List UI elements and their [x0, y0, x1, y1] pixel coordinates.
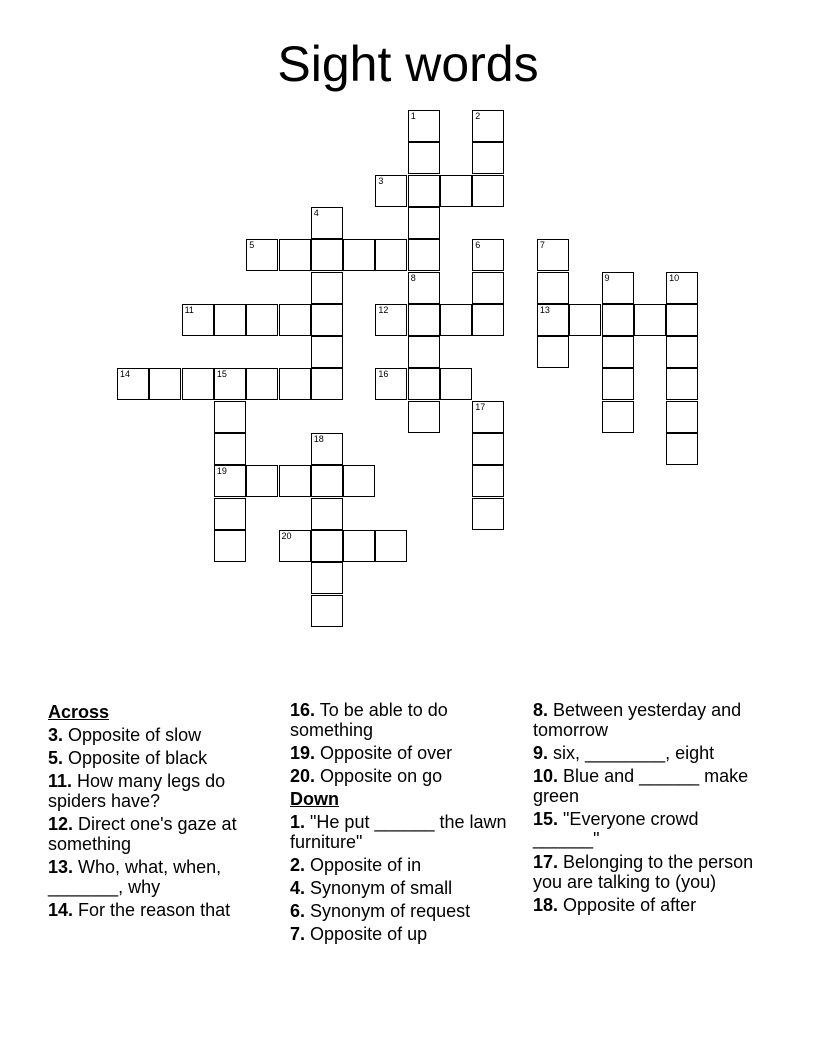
crossword-cell[interactable] — [149, 368, 181, 400]
crossword-cell[interactable] — [214, 433, 246, 465]
clue-num: 13. — [48, 857, 74, 877]
clue — [533, 852, 768, 892]
clue-number: 8 — [410, 272, 416, 283]
clue-text: Belonging to the person you are talking to (you) — [533, 852, 754, 892]
clue-number: 11 — [184, 304, 194, 315]
crossword-cell[interactable] — [117, 368, 149, 400]
clue-number: 7 — [539, 240, 545, 251]
clue-text: Between yesterday and tomorrow — [533, 700, 742, 740]
clue — [48, 771, 278, 811]
crossword-cell[interactable] — [343, 239, 375, 271]
clue-num: 17. — [533, 852, 559, 872]
clue-num: 5. — [48, 748, 64, 768]
crossword-cell[interactable] — [279, 530, 311, 562]
clue-num: 1. — [290, 812, 306, 832]
crossword-cell[interactable] — [569, 304, 601, 336]
crossword-cell[interactable] — [246, 304, 278, 336]
crossword-cell[interactable] — [375, 175, 407, 207]
clue-column-2 — [290, 700, 520, 947]
crossword-cell[interactable] — [311, 272, 343, 304]
clue-num: 3. — [48, 725, 64, 745]
clue — [290, 743, 520, 763]
crossword-cell[interactable] — [311, 304, 343, 336]
crossword-cell[interactable] — [214, 401, 246, 433]
clue-number: 6 — [475, 240, 481, 251]
crossword-cell[interactable] — [408, 272, 440, 304]
clue-number: 9 — [604, 272, 610, 283]
clue — [290, 812, 520, 852]
crossword-cell[interactable] — [472, 433, 504, 465]
crossword-cell[interactable] — [472, 272, 504, 304]
clue-number: 12 — [378, 304, 389, 315]
clue-text: Who, what, when, _______, why — [48, 857, 222, 897]
crossword-cell[interactable] — [343, 530, 375, 562]
clue-num: 4. — [290, 878, 306, 898]
crossword-cell[interactable] — [214, 304, 246, 336]
crossword-cell[interactable] — [246, 368, 278, 400]
crossword-cell[interactable] — [472, 239, 504, 271]
crossword-cell[interactable] — [408, 239, 440, 271]
clue-number: 19 — [216, 466, 227, 477]
clue-number: 1 — [410, 111, 416, 121]
crossword-cell[interactable] — [311, 498, 343, 530]
clue-num: 7. — [290, 924, 306, 944]
crossword-cell[interactable] — [472, 304, 504, 336]
crossword-cell[interactable] — [311, 465, 343, 497]
clue — [48, 857, 278, 897]
crossword-cell[interactable] — [375, 530, 407, 562]
crossword-cell[interactable] — [214, 498, 246, 530]
page-title: Sight words — [277, 36, 539, 92]
crossword-cell[interactable] — [311, 336, 343, 368]
crossword-cell[interactable] — [666, 304, 698, 336]
crossword-cell[interactable] — [537, 304, 569, 336]
clue-text: Opposite of up — [310, 924, 428, 944]
crossword-cell[interactable] — [408, 401, 440, 433]
clue-heading: Down — [290, 789, 339, 809]
crossword-cell[interactable] — [666, 336, 698, 368]
crossword-cell[interactable] — [666, 433, 698, 465]
clue-number: 16 — [378, 369, 389, 380]
clue-number: 4 — [313, 207, 319, 218]
clue-text: Opposite on go — [320, 766, 443, 786]
clue-number: 20 — [281, 530, 292, 541]
clue-text: "Everyone crowd ______" — [533, 809, 699, 849]
crossword-cell[interactable] — [375, 239, 407, 271]
clue-number: 2 — [475, 111, 481, 121]
crossword-cell[interactable] — [279, 304, 311, 336]
clue-num: 20. — [290, 766, 316, 786]
crossword-cell[interactable] — [408, 175, 440, 207]
crossword-cell[interactable] — [472, 401, 504, 433]
crossword-cell[interactable] — [666, 368, 698, 400]
crossword-cell[interactable] — [311, 207, 343, 239]
crossword-cell[interactable] — [246, 465, 278, 497]
clue — [290, 766, 520, 786]
crossword-cell[interactable] — [408, 304, 440, 336]
crossword-cell[interactable] — [279, 465, 311, 497]
clue-text: "He put ______ the lawn furniture" — [290, 812, 507, 852]
clue — [290, 700, 520, 740]
crossword-cell[interactable] — [602, 368, 634, 400]
crossword-cell[interactable] — [602, 304, 634, 336]
clue-num: 10. — [533, 766, 559, 786]
crossword-cell[interactable] — [311, 239, 343, 271]
clue-number: 13 — [539, 304, 550, 315]
clue — [290, 878, 520, 898]
clue — [290, 901, 520, 921]
clue-text: Opposite of after — [563, 895, 697, 915]
crossword-cell[interactable] — [440, 175, 472, 207]
clue — [533, 895, 768, 915]
crossword-cell[interactable] — [634, 304, 666, 336]
clue-text: six, ________, eight — [553, 743, 715, 763]
clue — [290, 855, 520, 875]
clue-number: 10 — [669, 272, 680, 283]
clue-num: 16. — [290, 700, 316, 720]
crossword-cell[interactable] — [602, 401, 634, 433]
clue-number: 17 — [475, 401, 486, 412]
clue-text: Synonym of request — [310, 901, 471, 921]
crossword-cell[interactable] — [311, 530, 343, 562]
clue-text: Synonym of small — [310, 878, 453, 898]
crossword-cell[interactable] — [472, 175, 504, 207]
clue-number: 18 — [313, 434, 324, 444]
crossword-cell[interactable] — [602, 272, 634, 304]
clue-column-3 — [533, 700, 768, 918]
crossword-cell[interactable] — [375, 368, 407, 400]
crossword-cell[interactable] — [375, 304, 407, 336]
crossword-cell[interactable] — [214, 530, 246, 562]
clue-num: 2. — [290, 855, 306, 875]
crossword-cell[interactable] — [246, 239, 278, 271]
crossword-cell[interactable] — [214, 465, 246, 497]
crossword-cell[interactable] — [182, 304, 214, 336]
clue-num: 8. — [533, 700, 549, 720]
crossword-cell[interactable] — [279, 239, 311, 271]
clue-num: 12. — [48, 814, 74, 834]
crossword-cell[interactable] — [537, 239, 569, 271]
clue — [533, 700, 768, 740]
clue-num: 6. — [290, 901, 306, 921]
crossword-cell[interactable] — [311, 368, 343, 400]
clue-text: For the reason that — [78, 900, 231, 920]
crossword-cell[interactable] — [279, 368, 311, 400]
clue — [533, 743, 768, 763]
crossword-cell[interactable] — [602, 336, 634, 368]
crossword-cell[interactable] — [537, 336, 569, 368]
clue-num: 14. — [48, 900, 74, 920]
clue — [290, 924, 520, 944]
crossword-cell[interactable] — [440, 368, 472, 400]
clue-num: 18. — [533, 895, 559, 915]
clue-text: Opposite of black — [68, 748, 208, 768]
crossword-cell[interactable] — [343, 465, 375, 497]
crossword-cell[interactable] — [666, 272, 698, 304]
clue — [48, 725, 278, 745]
crossword-cell[interactable] — [472, 142, 504, 174]
clue-number: 3 — [378, 175, 384, 186]
clue — [48, 814, 278, 854]
clue-heading: Across — [48, 702, 110, 722]
clue-number: 15 — [216, 369, 227, 380]
crossword-cell[interactable] — [408, 368, 440, 400]
clue-text: Opposite of in — [310, 855, 422, 875]
clue — [48, 900, 278, 920]
clue-column-1 — [48, 700, 278, 923]
clue-number: 5 — [249, 240, 255, 251]
crossword-cell[interactable] — [408, 336, 440, 368]
clue-text: Direct one's gaze at something — [48, 814, 237, 854]
crossword-cell[interactable] — [472, 498, 504, 530]
crossword-cell[interactable] — [666, 401, 698, 433]
clue-text: Opposite of slow — [68, 725, 202, 745]
crossword-cell[interactable] — [311, 595, 343, 627]
crossword-cell[interactable] — [182, 368, 214, 400]
clue-num: 15. — [533, 809, 559, 829]
clue-num: 9. — [533, 743, 549, 763]
clue — [48, 748, 278, 768]
crossword-cell[interactable] — [408, 110, 440, 142]
clue-num: 19. — [290, 743, 316, 763]
crossword-cell[interactable] — [408, 142, 440, 174]
crossword-cell[interactable] — [311, 433, 343, 465]
crossword-cell[interactable] — [214, 368, 246, 400]
clue-text: How many legs do spiders have? — [48, 771, 226, 811]
clue-text: Blue and ______ make green — [533, 766, 749, 806]
clue — [533, 809, 768, 849]
clue-text: Opposite of over — [320, 743, 453, 763]
crossword-cell[interactable] — [537, 272, 569, 304]
clue-num: 11. — [48, 771, 73, 791]
clue-number: 14 — [120, 369, 131, 380]
crossword-cell[interactable] — [440, 304, 472, 336]
crossword-cell[interactable] — [472, 110, 504, 142]
clue-text: To be able to do something — [290, 700, 448, 740]
crossword-cell[interactable] — [311, 562, 343, 594]
crossword-cell[interactable] — [472, 465, 504, 497]
crossword-cell[interactable] — [408, 207, 440, 239]
clue — [533, 766, 768, 806]
